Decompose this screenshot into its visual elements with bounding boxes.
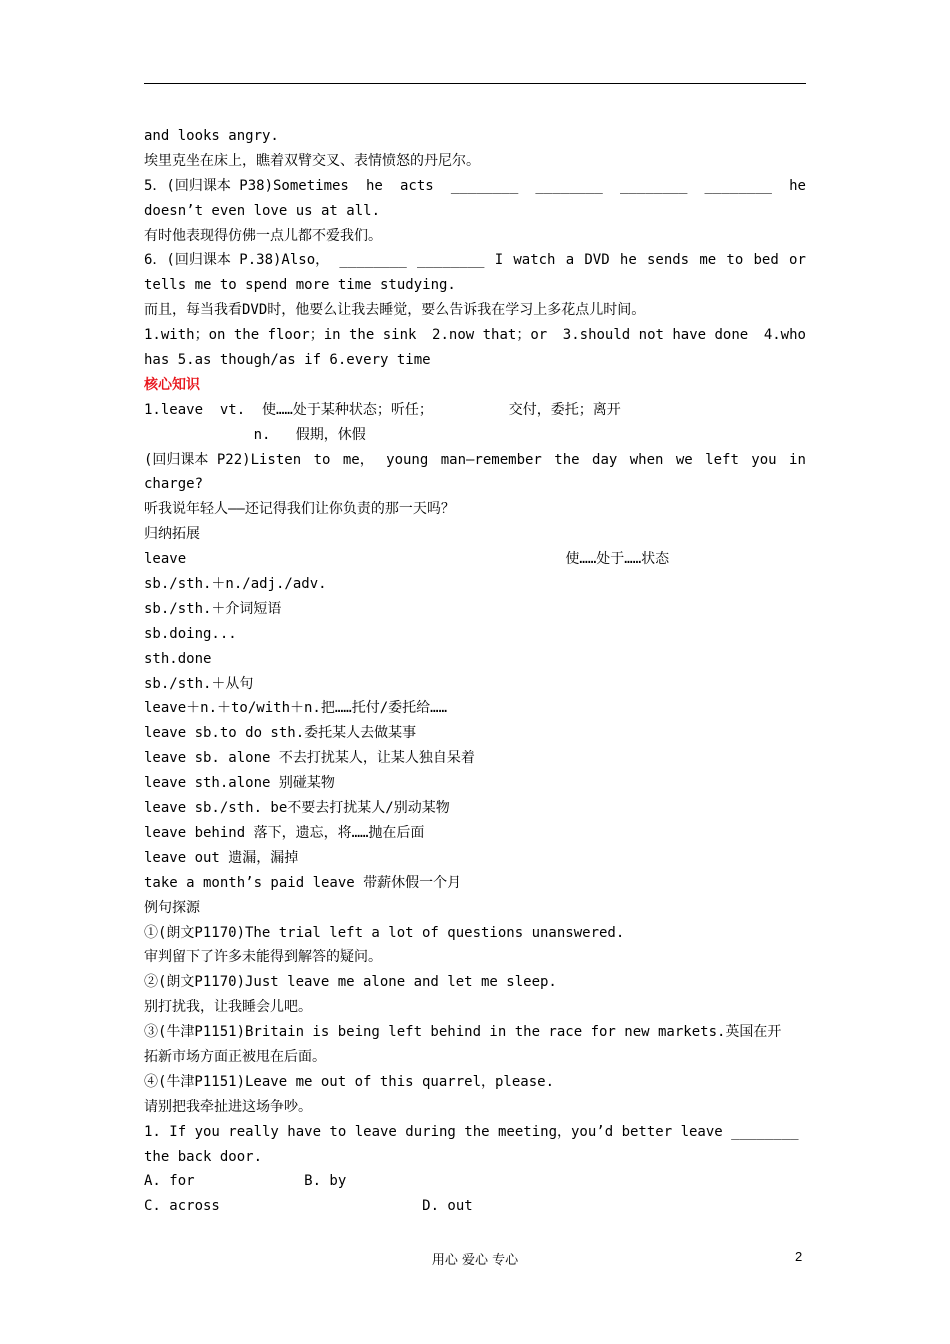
answer: 1.with；on the floor；in the sink [144, 327, 417, 344]
exercise-options: A. for B. by [144, 1173, 347, 1190]
example-translation: 请别把我牵扯进这场争吵。 [144, 1098, 312, 1115]
example-translation: 拓新市场方面正被甩在后面。 [144, 1048, 326, 1065]
word: he [365, 177, 383, 194]
text-line: leave sb.to do sth.委托某人去做某事 [144, 725, 417, 742]
text-line: sb./sth.＋介词短语 [144, 600, 282, 617]
text-line: leave sth.alone 别碰某物 [144, 775, 335, 792]
word: acts [399, 177, 434, 194]
text-line: tells me to spend more time studying. [144, 277, 456, 294]
blank: ________ [535, 177, 603, 194]
blank: ________ [619, 177, 688, 194]
text-line-justified [144, 248, 806, 273]
word: bed [753, 252, 779, 269]
text-line: sb./sth.＋n./adj./adv. [144, 576, 327, 593]
word: young [386, 451, 429, 468]
text-line: n. 假期，休假 [144, 426, 366, 443]
text-line-justified [144, 174, 806, 199]
example-translation: 别打扰我，让我睡会儿吧。 [144, 999, 312, 1016]
text-line: sth.done [144, 650, 212, 667]
word: sends [646, 252, 690, 269]
footer-slogan: 用心 爱心 专心 [431, 1253, 519, 1268]
word: left [705, 451, 739, 468]
word: he [619, 252, 637, 269]
answer: 4.who [763, 327, 806, 344]
blank: ________ [450, 177, 519, 194]
text-line: leave＋n.＋to/with＋n.把……托付/委托给…… [144, 700, 448, 717]
example-translation: 审判留下了许多未能得到解答的疑问。 [144, 949, 382, 966]
text-line: charge? [144, 476, 204, 493]
example-sentence: ④(牛津P1151)Leave me out of this quarrel，please. [144, 1073, 555, 1090]
answer-line [144, 323, 806, 348]
word: man—remember [440, 451, 542, 468]
word: 5．(回归课本 P38)Sometimes [144, 177, 349, 194]
example-sentence: ③(牛津P1151)Britain is being left behind in the race for new markets.英国在开 [144, 1024, 782, 1041]
word: DVD [584, 252, 610, 269]
answer: 2.now that；or [432, 327, 548, 344]
blank: ________ [339, 252, 407, 269]
subheading: 例句探源 [144, 899, 200, 916]
text-line-justified [144, 448, 806, 473]
word: day [592, 451, 618, 468]
word: to [726, 252, 744, 269]
text-line: 听我说年轻人——还记得我们让你负责的那一天吗？ [144, 501, 455, 518]
text-line: leave sb. alone 不去打扰某人，让某人独自呆着 [144, 750, 475, 767]
word: me， [342, 451, 374, 468]
page-number: 2 [795, 1249, 803, 1264]
text-line: take a month’s paid leave 带薪休假一个月 [144, 874, 462, 891]
blank: ________ [417, 252, 485, 269]
text-line: doesn’t even love us at all. [144, 202, 381, 219]
word: you [751, 451, 777, 468]
text-line: sb.doing... [144, 625, 237, 642]
exercise-options: C. across D. out [144, 1198, 473, 1215]
text-line: 而且，每当我看DVD时，他要么让我去睡觉，要么告诉我在学习上多花点儿时间。 [144, 302, 646, 319]
example-sentence: ①(朗文P1170)The trial left a lot of questions unanswered. [144, 924, 625, 941]
text-line: sb./sth.＋从句 [144, 675, 254, 692]
example-sentence: ②(朗文P1170)Just leave me alone and let me sleep. [144, 974, 557, 991]
word: 6．(回归课本 P.38)Also， [144, 252, 330, 269]
answer: 3.should not have done [562, 327, 749, 344]
word: (回归课本 P22)Listen [144, 451, 302, 468]
text-line: 埃里克坐在床上，瞧着双臂交叉、表情愤怒的丹尼尔。 [144, 152, 480, 169]
page-body [144, 124, 806, 1219]
word: or [789, 252, 806, 269]
header-rule [144, 83, 806, 84]
answer-line: has 5.as though/as if 6.every time [144, 352, 431, 369]
word: watch [513, 252, 556, 269]
word: in [789, 451, 806, 468]
word: we [675, 451, 693, 468]
text-line: leave behind 落下，遗忘，将……抛在后面 [144, 824, 425, 841]
text-line: leave out 遗漏，漏掉 [144, 849, 299, 866]
word: I [494, 252, 504, 269]
word: when [629, 451, 664, 468]
word: me [699, 252, 717, 269]
exercise-question: 1. If you really have to leave during the meeting，you’d better leave ________ [144, 1123, 799, 1140]
text-line: 1.leave vt. 使……处于某种状态；听任； 交付，委托；离开 [144, 401, 621, 418]
text-line: leave 使……处于……状态 [144, 551, 670, 568]
blank: ________ [704, 177, 772, 194]
word: the [554, 451, 580, 468]
section-heading: 核心知识 [144, 376, 200, 393]
text-line: leave sb./sth. be不要去打扰某人/别动某物 [144, 800, 450, 817]
word: a [565, 252, 575, 269]
text-line: 有时他表现得仿佛一点儿都不爱我们。 [144, 227, 382, 244]
exercise-question: the back door. [144, 1148, 263, 1165]
word: to [313, 451, 331, 468]
word: he [789, 177, 806, 194]
subheading: 归纳拓展 [144, 526, 200, 543]
text-line: and looks angry. [144, 128, 279, 144]
